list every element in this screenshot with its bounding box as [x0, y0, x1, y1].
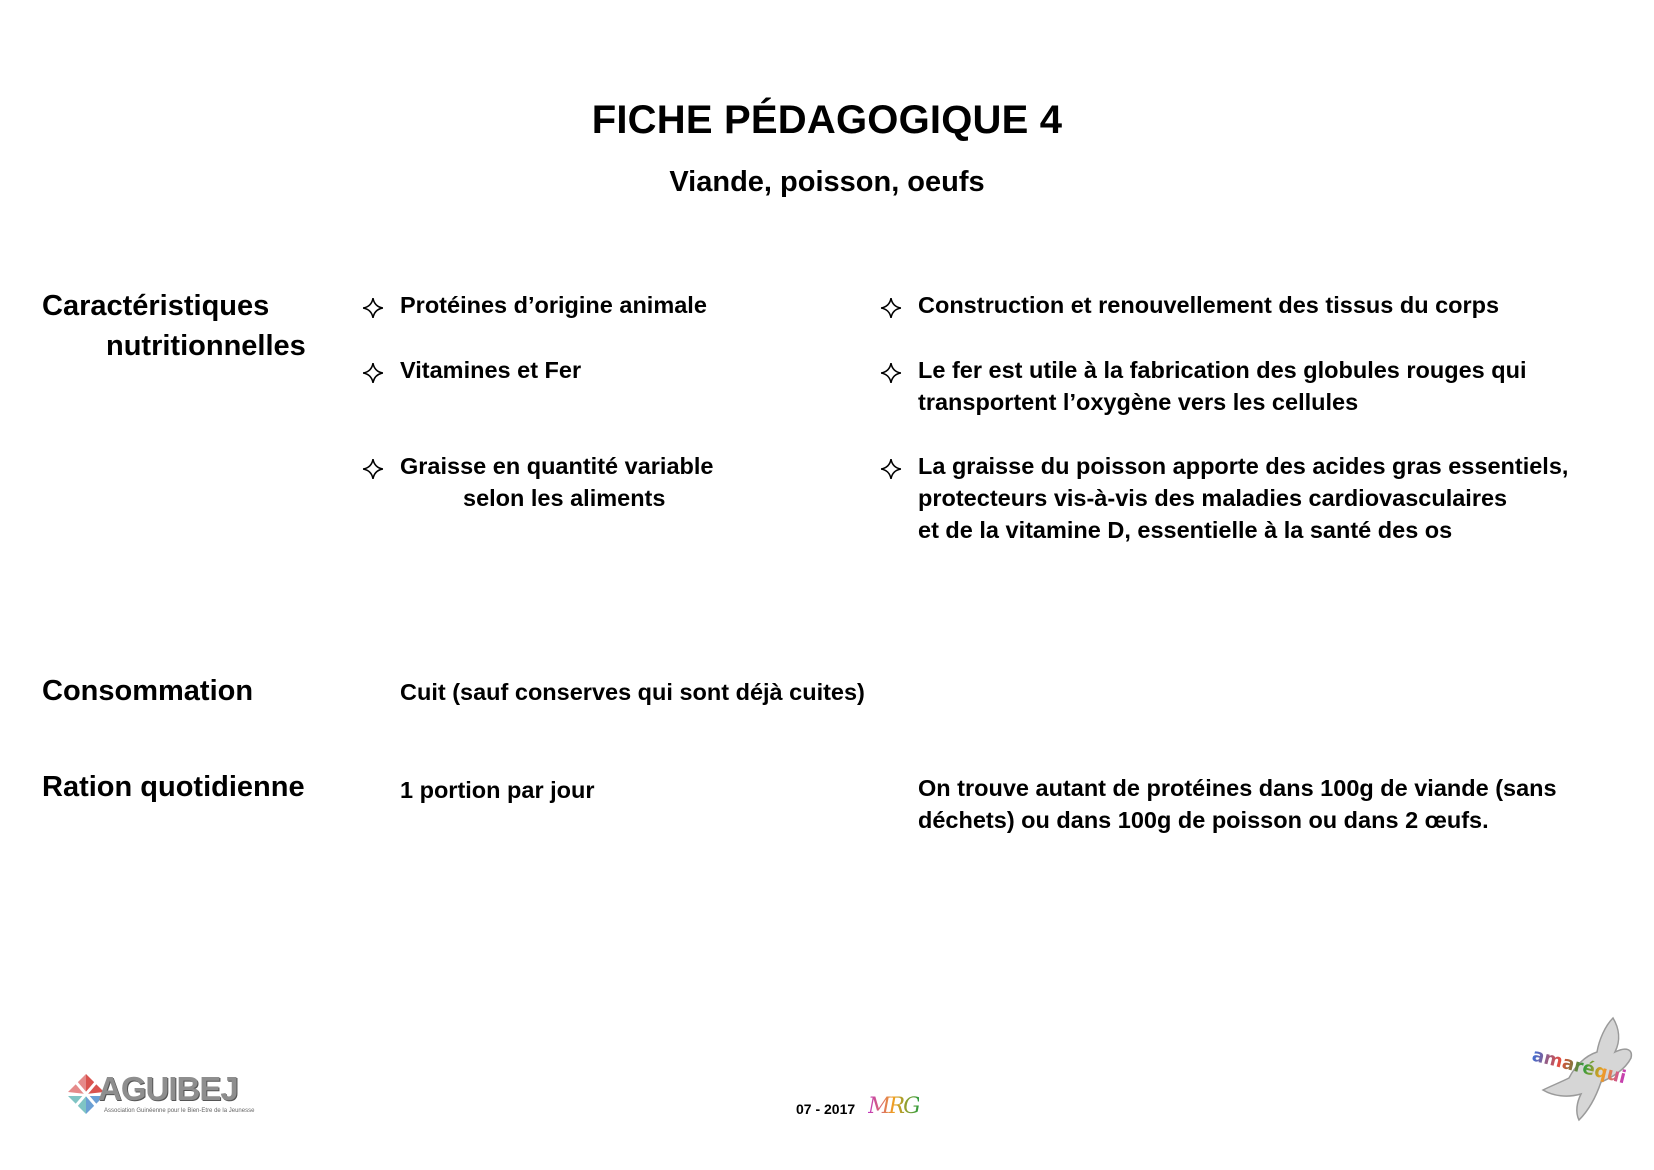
four-point-star-icon	[362, 362, 384, 384]
nutrient-role-line: La graisse du poisson apporte des acides gras essentiels,	[918, 453, 1569, 479]
section-label-consommation: Consommation	[42, 675, 254, 707]
nutrient-item	[400, 450, 713, 514]
ration-note	[918, 772, 1557, 836]
ration-note-line: déchets) ou dans 100g de poisson ou dans 2 œufs.	[918, 807, 1489, 833]
nutrient-role-line: transportent l’oxygène vers les cellules	[918, 389, 1359, 415]
four-point-star-icon	[362, 297, 384, 319]
aguibej-logo	[66, 1070, 255, 1118]
nutrient-item-line: Graisse en quantité variable	[400, 453, 714, 479]
nutrient-item-line: selon les aliments	[463, 485, 666, 511]
nutrient-role	[918, 354, 1527, 418]
aguibej-logo-text: AGUIBEJ	[98, 1070, 238, 1107]
four-point-star-icon	[880, 362, 902, 384]
signature-text: MRG	[868, 1094, 919, 1119]
nutrient-role-line: Le fer est utile à la fabrication des globules rouges qui	[918, 357, 1527, 383]
four-point-star-icon	[362, 458, 384, 480]
ration-value: 1 portion par jour	[400, 777, 595, 803]
page-title: FICHE PÉDAGOGIQUE 4	[591, 98, 1063, 142]
nutrient-role	[918, 450, 1568, 546]
nutrient-item: Protéines d’origine animale	[400, 292, 707, 318]
section-label-line1: Caractéristiques	[42, 290, 270, 322]
amarequi-logo	[1529, 1012, 1635, 1132]
nutrient-role: Construction et renouvellement des tissus du corps	[918, 292, 1500, 318]
four-point-star-icon	[880, 297, 902, 319]
section-label-ration: Ration quotidienne	[42, 771, 305, 803]
nutrient-role-line: protecteurs vis-à-vis des maladies cardiovasculaires	[918, 485, 1508, 511]
consommation-value: Cuit (sauf conserves qui sont déjà cuites)	[400, 679, 865, 705]
nutrient-item: Vitamines et Fer	[400, 357, 582, 383]
ration-note-line: On trouve autant de protéines dans 100g de viande (sans	[918, 775, 1557, 801]
signature-mrg	[868, 1094, 919, 1119]
page-subtitle: Viande, poisson, oeufs	[669, 166, 985, 198]
section-label-line2: nutritionnelles	[106, 330, 306, 362]
amarequi-text: amaréqui	[1529, 1044, 1629, 1089]
section-label-caracteristiques	[42, 286, 306, 366]
aguibej-tagline: Association Guinéenne pour le Bien-Etre de la Jeunesse	[104, 1108, 255, 1114]
four-point-star-icon	[880, 458, 902, 480]
footer-date: 07 - 2017	[796, 1101, 856, 1117]
nutrient-role-line: et de la vitamine D, essentielle à la santé des os	[918, 517, 1453, 543]
